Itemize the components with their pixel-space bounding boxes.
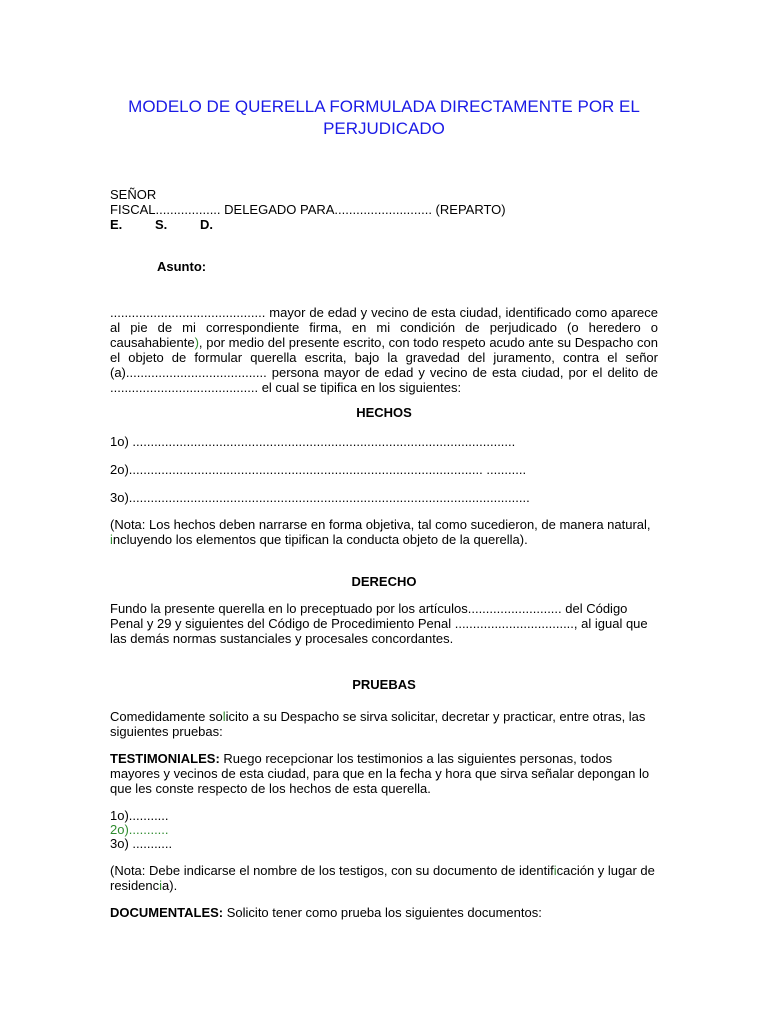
testigos-note	[110, 863, 658, 893]
hechos-item-2: 2o).................................................................................................. ...........	[110, 462, 527, 477]
intro-part-2: )	[194, 335, 199, 350]
testigos-note-part-5: a).	[162, 878, 178, 893]
derecho-paragraph: Fundo la presente querella en lo preceptuado por los artículos.......................... del Código Penal y 29 y siguientes del Código de Procedimiento Penal ................................., al igual que las demás normas sustanciales y procesales concordantes.	[110, 601, 648, 646]
hechos-item-1: 1o) ..........................................................................................................	[110, 434, 516, 449]
pruebas-intro-part-2: l	[222, 709, 226, 724]
hechos-heading: HECHOS	[356, 405, 412, 420]
intro-part-3: , por medio del presente escrito, con todo respeto acudo ante su Despacho con el objeto de formular querella escrita, bajo la gravedad del juramento, contra el señor (a)....................................... persona mayor de edad y vecino de esta ciudad, por el delito de ......................................... el cual se tipifica en los siguientes:	[110, 335, 658, 395]
testimonial-item-2: 2o)...........	[110, 822, 169, 837]
pruebas-intro	[110, 709, 658, 739]
esd-e: E.	[110, 217, 123, 232]
hechos-note-part-1: (Nota: Los hechos deben narrarse en forma objetiva, tal como sucedieron, de manera natural,	[110, 517, 651, 532]
hechos-note-part-3: ncluyendo los elementos que tipifican la conducta objeto de la querella).	[112, 532, 528, 547]
esd-line	[110, 217, 658, 232]
pruebas-intro-part-1: Comedidamente so	[110, 709, 223, 724]
esd-s: S.	[155, 217, 168, 232]
hechos-item-3: 3o)...............................................................................................................	[110, 490, 530, 505]
documentales-paragraph	[110, 905, 658, 920]
pruebas-heading: PRUEBAS	[352, 677, 416, 692]
pruebas-intro-part-3: icito a su Despacho se sirva solicitar, decretar y practicar, entre otras, las siguientes pruebas:	[110, 709, 646, 739]
addressee-line-2: FISCAL.................. DELEGADO PARA........................... (REPARTO)	[110, 202, 506, 217]
derecho-heading: DERECHO	[351, 574, 417, 589]
testimonial-item-1: 1o)...........	[110, 808, 169, 823]
document-title	[100, 96, 668, 140]
testimoniales-text: Ruego recepcionar los testimonios a las siguientes personas, todos mayores y vecinos de esta ciudad, para que en la fecha y hora que sirva señalar depongan lo que les conste respecto de los hechos de esta querella.	[110, 751, 650, 796]
intro-paragraph	[110, 305, 658, 395]
addressee-block	[110, 187, 658, 232]
testigos-note-part-2: i	[553, 863, 557, 878]
testimonial-item-3: 3o) ...........	[110, 836, 173, 851]
documentales-label: DOCUMENTALES:	[110, 905, 224, 920]
documentales-text: Solicito tener como prueba los siguientes documentos:	[223, 905, 542, 920]
title-line-1: MODELO DE QUERELLA FORMULADA DIRECTAMENTE POR EL	[128, 97, 640, 116]
testimoniales-label: TESTIMONIALES:	[110, 751, 220, 766]
title-line-2: PERJUDICADO	[323, 119, 445, 138]
esd-d: D.	[200, 217, 213, 232]
addressee-line-1: SEÑOR	[110, 187, 157, 202]
asunto-label: Asunto:	[157, 259, 207, 274]
testigos-note-part-1: (Nota: Debe indicarse el nombre de los testigos, con su documento de identif	[110, 863, 554, 878]
hechos-note-part-2: i	[110, 532, 113, 547]
hechos-note	[110, 517, 658, 547]
intro-part-1: ........................................... mayor de edad y vecino de esta ciudad, identificado como aparece al pie de mi correspondiente firma, en mi condición de perjudicado (o heredero o causahabiente	[110, 305, 658, 350]
testimoniales-paragraph	[110, 751, 658, 796]
testigos-note-part-4: i	[159, 878, 163, 893]
testigos-note-part-3: cación y lugar de residenc	[110, 863, 655, 893]
